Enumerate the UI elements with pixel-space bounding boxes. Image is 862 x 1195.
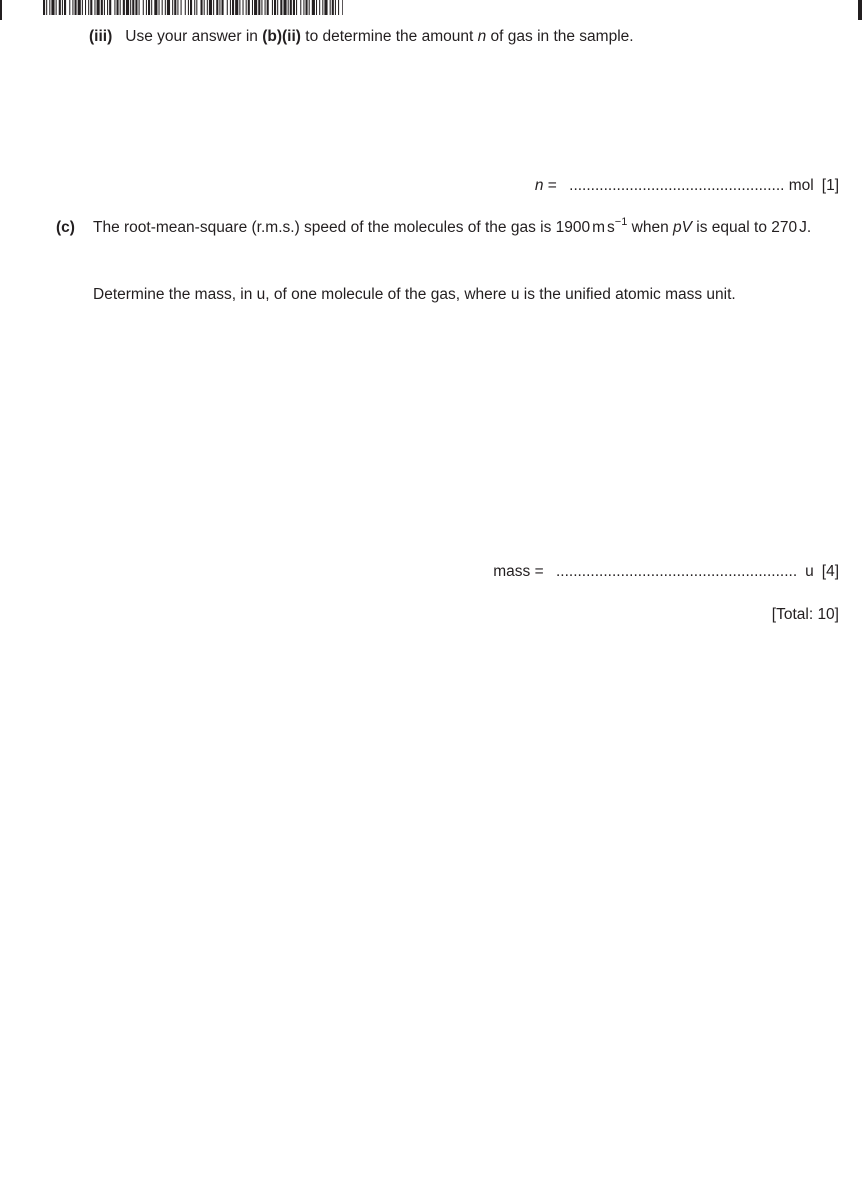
- answer-line-n[interactable]: [535, 176, 839, 196]
- answer-mass-label: mass: [493, 563, 531, 580]
- part-c-text-4: .: [806, 219, 812, 236]
- part-text-after: of gas in the sample.: [486, 28, 634, 45]
- part-c-text-3: is equal to 270: [691, 219, 798, 236]
- unit-exponent: −1: [614, 215, 628, 228]
- question-part-iii: [89, 27, 634, 47]
- answer-dots[interactable]: ..................................................: [569, 177, 785, 194]
- unit-s: s: [607, 219, 615, 236]
- registration-mark-left: [0, 0, 2, 20]
- answer-unit: u: [805, 563, 814, 580]
- part-c-instruction: Determine the mass, in u, of one molecule of the gas, where u is the unified atomic mass unit.: [93, 286, 736, 303]
- answer-equals: =: [530, 563, 548, 580]
- part-label: (iii): [89, 28, 113, 45]
- answer-equals: =: [543, 177, 562, 194]
- part-text-middle: to determine the amount: [300, 28, 478, 45]
- unit-j: J: [799, 219, 807, 236]
- question-part-c: [93, 215, 839, 237]
- part-text-before: Use your answer in: [125, 28, 263, 45]
- symbol-n: n: [477, 28, 487, 45]
- part-c-label: (c): [56, 219, 75, 236]
- barcode: [43, 0, 343, 15]
- part-c-text-1: The root-mean-square (r.m.s.) speed of the molecules of the gas is 1900: [93, 219, 591, 236]
- answer-marks: [1]: [821, 177, 839, 194]
- answer-dots[interactable]: ........................................................: [555, 563, 798, 580]
- answer-marks: [4]: [821, 563, 839, 580]
- part-c-text-2: when: [627, 219, 674, 236]
- unit-m: m: [592, 219, 606, 236]
- answer-line-mass[interactable]: [493, 562, 839, 582]
- symbol-p: p: [673, 219, 682, 236]
- part-reference: (b)(ii): [262, 28, 301, 45]
- answer-unit: mol: [784, 177, 814, 194]
- answer-symbol: n: [534, 177, 544, 194]
- total-marks: [Total: 10]: [771, 606, 839, 623]
- symbol-v: V: [681, 219, 692, 236]
- registration-mark-right: [858, 0, 862, 20]
